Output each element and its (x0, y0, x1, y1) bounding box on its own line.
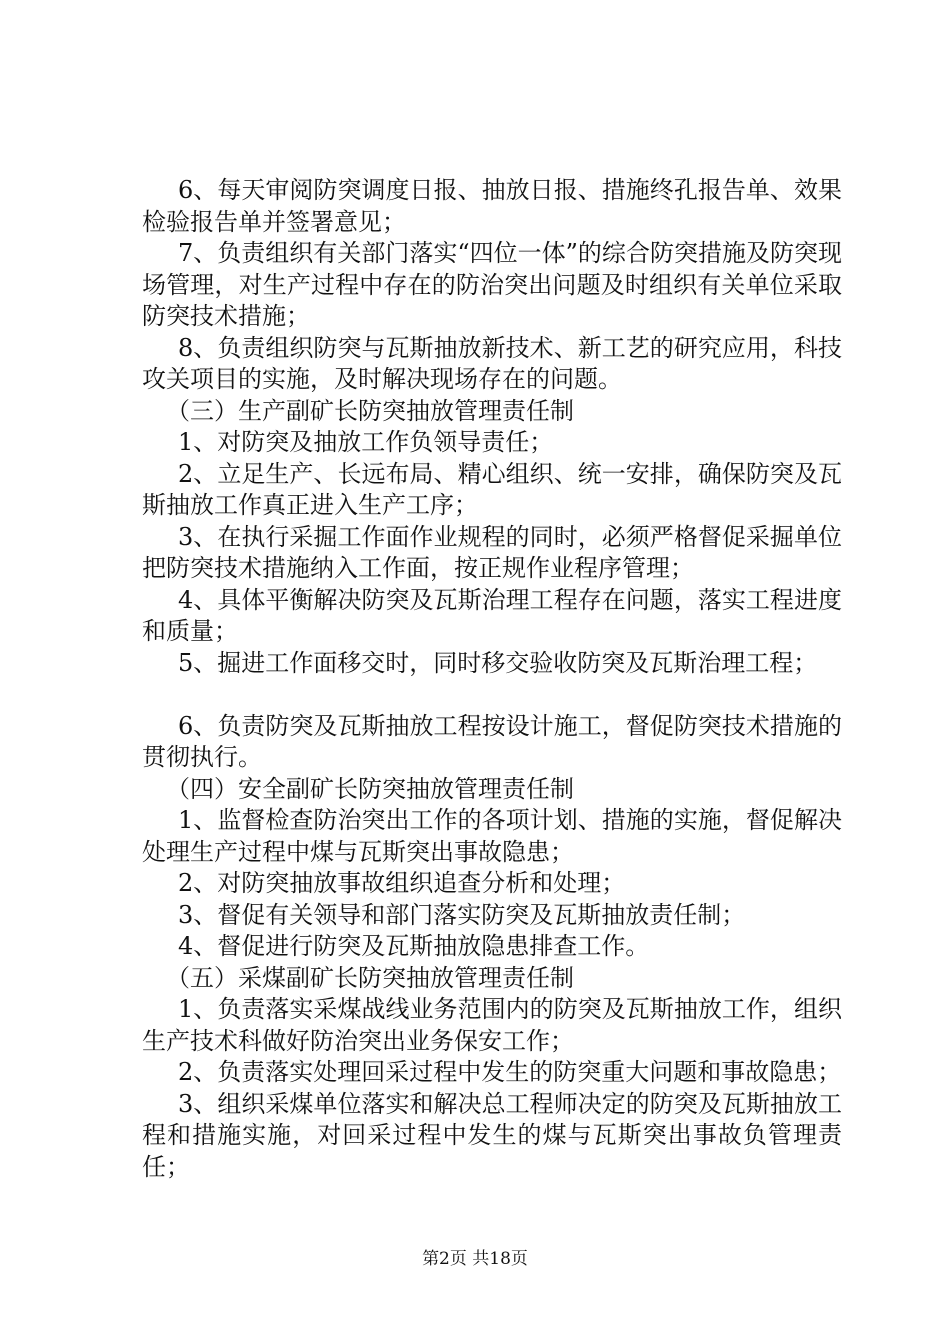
page-footer: 第2页 共18页 (422, 1249, 528, 1269)
paragraph-item-2c: 2、负责落实处理回采过程中发生的防突重大问题和事故隐患； (178, 1058, 842, 1086)
paragraph-item-6: 6、每天审阅防突调度日报、抽放日报、措施终孔报告单、效果检验报告单并签署意见； (142, 176, 842, 236)
paragraph-item-8: 8、负责组织防突与瓦斯抽放新技术、新工艺的研究应用，科技攻关项目的实施，及时解决现场存在的问题。 (142, 333, 842, 393)
section-heading-5: （五）采煤副矿长防突抽放管理责任制 (166, 963, 574, 992)
blank-line (142, 679, 842, 711)
section-heading-3: （三）生产副矿长防突抽放管理责任制 (166, 396, 574, 425)
paragraph-item-4b: 4、督促进行防突及瓦斯抽放隐患排查工作。 (178, 932, 650, 960)
paragraph-item-1b: 1、监督检查防治突出工作的各项计划、措施的实施，督促解决处理生产过程中煤与瓦斯突出事故隐患； (142, 806, 842, 866)
paragraph-item-2: 2、立足生产、长远布局、精心组织、统一安排，确保防突及瓦斯抽放工作真正进入生产工序； (142, 459, 842, 519)
paragraph-item-6b: 6、负责防突及瓦斯抽放工程按设计施工，督促防突技术措施的贯彻执行。 (142, 711, 842, 771)
document-body (142, 175, 842, 1183)
paragraph-item-4: 4、具体平衡解决防突及瓦斯治理工程存在问题，落实工程进度和质量； (142, 585, 842, 645)
paragraph-item-1: 1、对防突及抽放工作负领导责任； (178, 428, 554, 456)
paragraph-item-3c: 3、组织采煤单位落实和解决总工程师决定的防突及瓦斯抽放工程和措施实施，对回采过程中发生的煤与瓦斯突出事故负管理责任； (142, 1089, 842, 1181)
paragraph-item-2b: 2、对防突抽放事故组织追查分析和处理； (178, 869, 626, 897)
paragraph-item-3b: 3、督促有关领导和部门落实防突及瓦斯抽放责任制； (178, 900, 746, 929)
paragraph-item-5: 5、掘进工作面移交时，同时移交验收防突及瓦斯治理工程； (178, 648, 818, 677)
paragraph-item-1c: 1、负责落实采煤战线业务范围内的防突及瓦斯抽放工作，组织生产技术科做好防治突出业务保安工作； (142, 995, 842, 1055)
paragraph-item-7: 7、负责组织有关部门落实“四位一体”的综合防突措施及防突现场管理，对生产过程中存在的防治突出问题及时组织有关单位采取防突技术措施； (142, 239, 842, 330)
paragraph-item-3: 3、在执行采掘工作面作业规程的同时，必须严格督促采掘单位把防突技术措施纳入工作面，按正规作业程序管理； (142, 522, 842, 582)
section-heading-4: （四）安全副矿长防突抽放管理责任制 (166, 774, 574, 803)
